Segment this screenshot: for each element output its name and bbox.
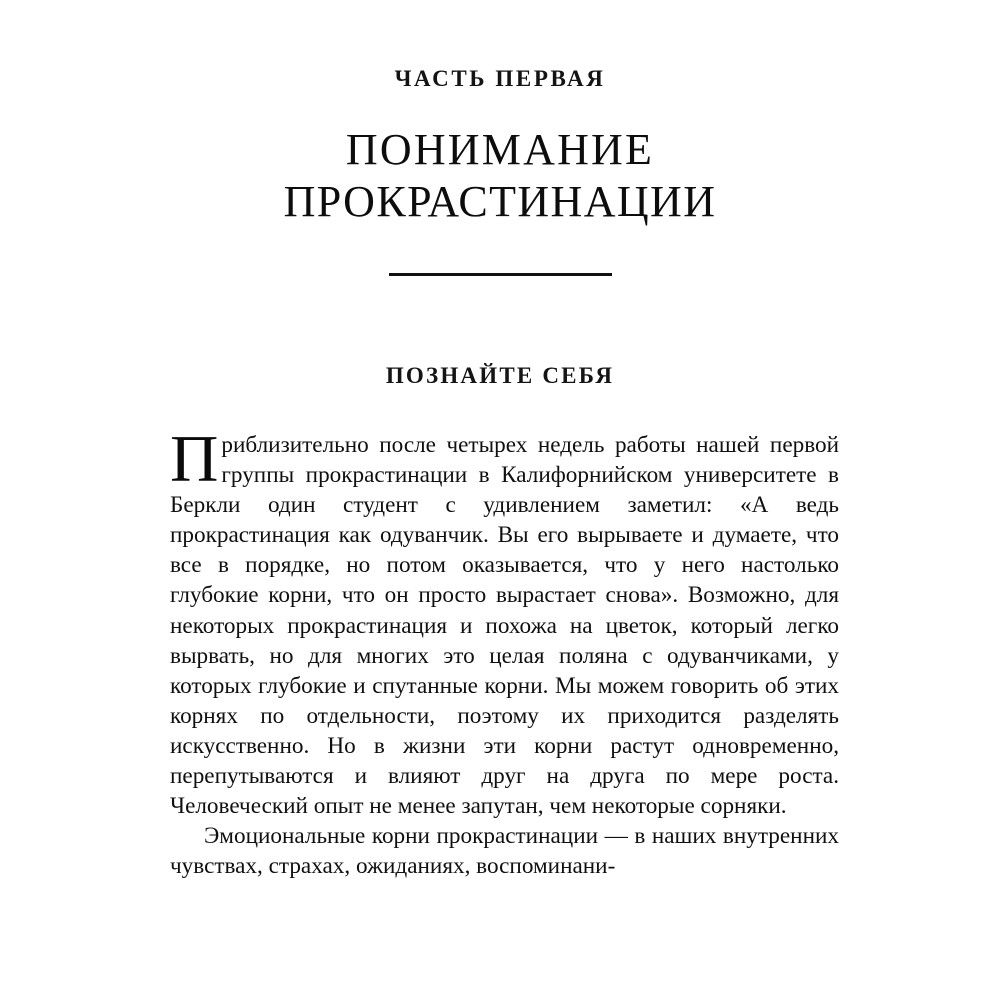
part-title (0, 124, 1000, 228)
horizontal-rule-divider (389, 273, 612, 276)
paragraph-first-text: риблизительно после четырех недель работы нашей первой группы прокрастинации в Калифорнийском университете в Беркли один студент с удивлением заметил: «А ведь прокрастинация как одуванчик. Вы его вырываете и думаете, что все в порядке, но потом оказывается, что у него настолько глубокие корни, что он просто вырастает снова». Возможно, для некоторых прокрастинация и похожа на цветок, который легко вырвать, но для многих это целая поляна с одуванчиками, у которых глубокие и спутанные корни. Мы можем говорить об этих корнях по отдельности, поэтому их приходится разделять искусственно. Но в жизни эти корни растут одновременно, перепутываются и влияют друг на друга по мере роста. Человеческий опыт не менее запутан, чем некоторые сорняки. (170, 432, 839, 820)
paragraph-first (170, 422, 839, 821)
part-title-line-2: ПРОКРАСТИНАЦИИ (283, 177, 717, 226)
paragraph-second: Эмоциональные корни прокрастинации — в наших внутренних чувствах, страхах, ожиданиях, воспоминани- (170, 823, 839, 880)
part-title-line-1: ПОНИМАНИЕ (345, 125, 655, 174)
body-text-block (170, 422, 839, 881)
part-label: ЧАСТЬ ПЕРВАЯ (394, 66, 606, 91)
section-heading: ПОЗНАЙТЕ СЕБЯ (385, 363, 615, 388)
divider-container (0, 265, 1000, 283)
drop-cap: П (170, 422, 219, 496)
